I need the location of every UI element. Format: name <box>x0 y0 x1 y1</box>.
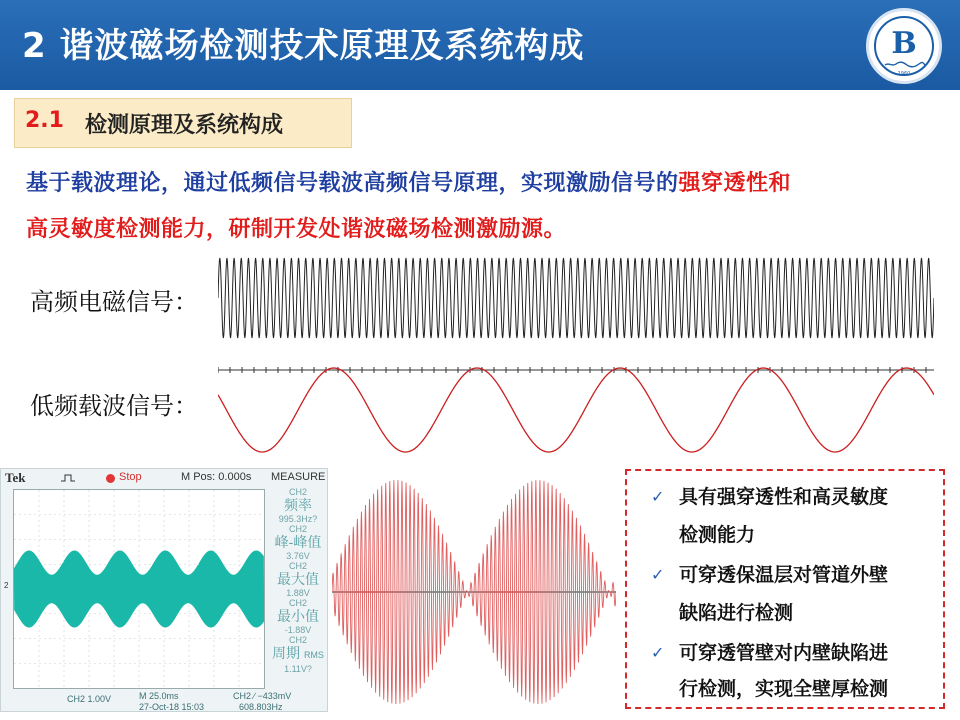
scope-ch2-scale: CH2 1.00V <box>67 694 112 704</box>
benefit-2-line-2: 缺陷进行检测 <box>679 602 794 624</box>
checkmark-icon: ✓ <box>651 565 665 584</box>
checkmark-icon: ✓ <box>651 487 665 506</box>
low-freq-waveform <box>218 360 934 460</box>
subheading-text: 检测原理及系统构成 <box>85 113 284 138</box>
benefit-1-line-1: 具有强穿透性和高灵敏度 <box>679 486 889 508</box>
measure-name: 最小值 <box>277 608 319 624</box>
logo-year: 1960 <box>897 71 911 77</box>
header-bar <box>0 0 960 90</box>
benefit-3-line-1: 可穿透管壁对内壁缺陷进 <box>679 642 889 664</box>
measure-value: 1.11V? <box>284 664 312 674</box>
subheading-number: 2.1 <box>25 108 64 133</box>
oscilloscope-screenshot <box>0 468 328 712</box>
stop-indicator-icon <box>106 474 115 483</box>
checkmark-icon: ✓ <box>651 643 665 662</box>
subheading-box <box>14 98 352 148</box>
paragraph-line-1 <box>26 166 791 197</box>
scope-measure-title: MEASURE <box>271 471 326 483</box>
measure-extra: RMS <box>303 650 324 660</box>
measure-value: 3.76V <box>286 551 310 561</box>
measure-name: 周期 <box>272 645 301 661</box>
scope-mpos: M Pos: 0.000s <box>181 471 252 483</box>
scope-status: Stop <box>119 471 142 483</box>
paragraph-text-blue: 基于载波理论，通过低频信号载波高频信号原理，实现激励信号的 <box>26 171 679 196</box>
measure-name: 最大值 <box>277 571 319 587</box>
measure-ch: CH2 <box>288 598 307 608</box>
scope-date: 27-Oct-18 15:03 <box>139 702 205 712</box>
scope-trace <box>14 490 264 688</box>
scope-trigger: CH2 ∕ −433mV <box>233 691 292 701</box>
measure-value: -1.88V <box>284 625 312 635</box>
measure-ch: CH2 <box>288 561 307 571</box>
measure-name: 峰-峰值 <box>274 534 322 550</box>
scope-footer <box>1 691 327 713</box>
logo-mark: B <box>891 26 917 61</box>
measure-name: 频率 <box>284 497 312 513</box>
benefit-1-line-2: 检测能力 <box>679 524 756 546</box>
page-title: 2 谐波磁场检测技术原理及系统构成 <box>22 26 585 66</box>
scope-channel-marker: 2 <box>4 581 9 590</box>
paragraph-text-red: 强穿透性和 <box>678 171 792 196</box>
scope-timebase: M 25.0ms <box>139 691 179 701</box>
measure-value: 995.3Hz? <box>278 514 318 524</box>
series-high-freq <box>218 258 934 338</box>
benefit-2-line-1: 可穿透保温层对管道外壁 <box>679 564 889 586</box>
high-freq-waveform <box>218 250 934 350</box>
scope-status-bar <box>1 469 327 487</box>
series-modulated <box>332 480 616 704</box>
paragraph-line-2: 高灵敏度检测能力，研制开发处谐波磁场检测激励源。 <box>26 217 567 242</box>
benefit-3-line-2: 行检测，实现全壁厚检测 <box>679 678 889 700</box>
measure-value: 1.88V <box>286 588 310 598</box>
scope-display <box>13 489 265 689</box>
university-logo <box>866 8 942 84</box>
series-low-freq <box>218 368 934 452</box>
low-freq-label: 低频载波信号： <box>30 392 198 420</box>
measure-ch: CH2 <box>288 635 307 645</box>
logo-calligraphy <box>883 61 927 68</box>
modulated-waveform <box>332 470 616 710</box>
scope-brand: Tek <box>5 470 26 485</box>
scope-freq: 608.803Hz <box>239 702 283 712</box>
measure-panel <box>269 487 327 691</box>
measure-period <box>269 645 327 664</box>
trigger-icon <box>61 473 75 483</box>
measure-ch: CH2 <box>288 524 307 534</box>
measure-ch: CH2 <box>288 487 307 497</box>
high-freq-label: 高频电磁信号： <box>30 288 198 316</box>
benefits-box <box>625 469 945 709</box>
